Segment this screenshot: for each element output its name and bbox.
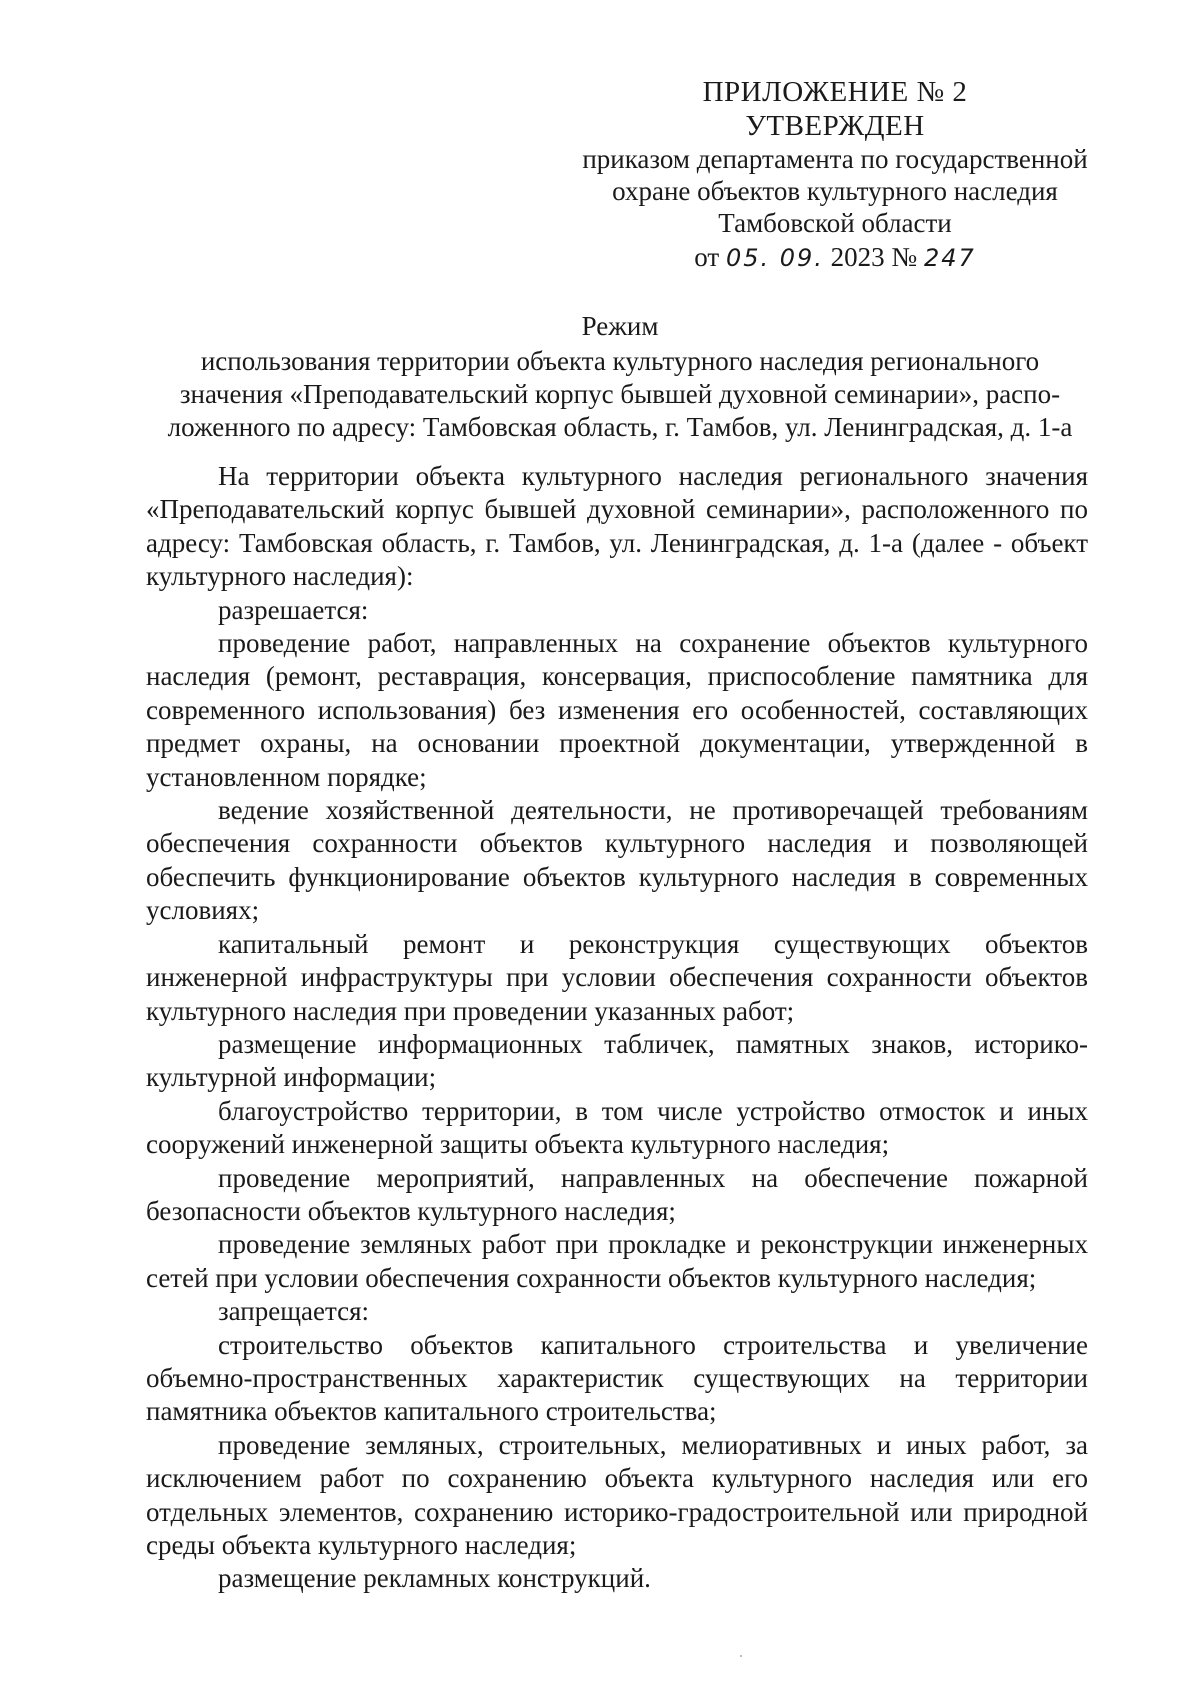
intro-paragraph: На территории объекта культурного наследия регионального значения «Преподавательский корпус бывшей духовной семинарии», расположенного по адресу: Тамбовская область, г. Тамбов, ул. Ленинградская, д. 1-а (далее - объект культурного наследия): <box>146 461 1088 592</box>
allowed-item: размещение информационных табличек, памятных знаков, историко-культурной информации; <box>146 1028 1088 1093</box>
allowed-item: проведение земляных работ при прокладке и реконструкции инженерных сетей при условии обеспечения сохранности объектов культурного наследия; <box>146 1229 1088 1293</box>
title-line-3: ложенного по адресу: Тамбовская область, г. Тамбов, ул. Ленинградская, д. 1-а <box>167 412 1073 442</box>
appendix-number: ПРИЛОЖЕНИЕ № 2 <box>702 76 968 108</box>
forbidden-label: запрещается: <box>218 1296 370 1327</box>
handwritten-order-number: 247 <box>923 244 976 272</box>
allowed-item: проведение работ, направленных на сохранение объектов культурного наследия (ремонт, реставрация, консервация, приспособление памятника для современного использования) без изменения его особенностей, составляющих предмет охраны, на основании проектной документации, утвержденной в установленном порядке; <box>146 628 1088 792</box>
allowed-item: ведение хозяйственной деятельности, не противоречащей требованиям обеспечения сохранности объектов культурного наследия и позволяющей обеспечить функционирование объектов культурного наследия в современных условиях; <box>146 795 1088 926</box>
allowed-item: благоустройство территории, в том числе устройство отмосток и иных сооружений инженерной защиты объекта культурного наследия; <box>146 1095 1088 1160</box>
forbidden-item: строительство объектов капитального строительства и увеличение объемно-пространственных характеристик существующих на территории памятника объектов капитального строительства; <box>146 1329 1088 1427</box>
allowed-item: проведение мероприятий, направленных на обеспечение пожарной безопасности объектов культурного наследия; <box>146 1162 1088 1226</box>
title-line-2: значения «Преподавательский корпус бывшей духовной семинарии», распо- <box>179 379 1061 409</box>
scan-speck <box>740 1655 742 1657</box>
title-heading: Режим <box>581 311 659 341</box>
handwritten-date: 05. 09. <box>725 244 824 272</box>
approval-line-1: приказом департамента по государственной <box>582 144 1088 174</box>
title-line-1: использования территории объекта культурного наследия регионального <box>200 346 1040 376</box>
approved-label: УТВЕРЖДЕН <box>745 110 925 142</box>
allowed-label: разрешается: <box>218 594 369 625</box>
approval-line-3: Тамбовской области <box>718 208 952 238</box>
number-sign: № <box>891 242 918 272</box>
approval-line-2: охране объектов культурного наследия <box>612 176 1058 206</box>
document-title <box>150 310 1090 444</box>
allowed-item: капитальный ремонт и реконструкция существующих объектов инженерной инфраструктуры при условии обеспечения сохранности объектов культурного наследия при проведении указанных работ; <box>146 928 1088 1026</box>
date-prefix: от <box>694 242 720 272</box>
approval-date-line <box>555 241 1115 274</box>
approval-block <box>555 75 1115 274</box>
forbidden-item: размещение рекламных конструкций. <box>218 1563 651 1594</box>
forbidden-item: проведение земляных, строительных, мелиоративных и иных работ, за исключением работ по сохранению объекта культурного наследия или его отдельных элементов, сохранению историко-градостроительной или природной среды объекта культурного наследия; <box>146 1429 1088 1560</box>
document-body <box>146 460 1088 1596</box>
date-year: 2023 <box>830 242 885 272</box>
